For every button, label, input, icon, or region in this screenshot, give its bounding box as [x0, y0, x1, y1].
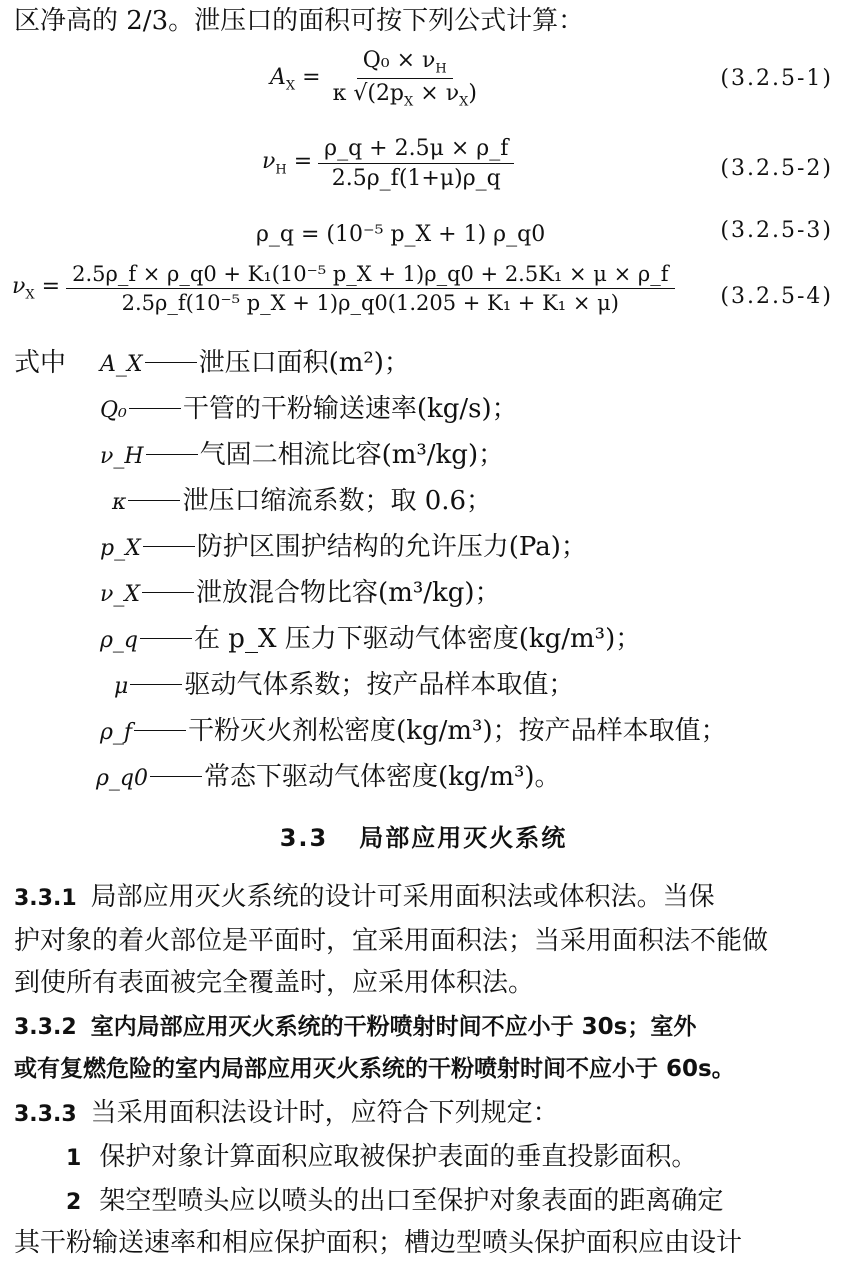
fraction	[318, 136, 514, 191]
definition-item: ρ_f 干粉灭火剂松密度(kg/m³)；按产品样本取值；	[100, 716, 727, 746]
em-dash	[145, 362, 197, 363]
fraction	[327, 48, 483, 110]
formula-3-2-5-3: ρ_q = (10⁻⁵ p_X + 1) ρ_q0	[256, 222, 546, 247]
em-dash	[146, 454, 198, 455]
section-heading: 3.3 局部应用灭火系统	[279, 824, 568, 852]
formula-number: (3.2.5-4)	[720, 284, 833, 309]
clause-text-line: 到使所有表面被完全覆盖时，应采用体积法。	[14, 968, 535, 998]
definition-item: A_X 泄压口面积(m²)；	[100, 348, 410, 378]
definition-item: μ 驱动气体系数；按产品样本取值；	[114, 670, 575, 700]
definition-item: Q₀ 干管的干粉输送速率(kg/s)；	[100, 394, 518, 424]
list-item-1: 1 保护对象计算面积应取被保护表面的垂直投影面积。	[66, 1142, 698, 1172]
where-label: 式中	[14, 348, 67, 378]
formula-lhs: $\nu_X$ =	[12, 274, 61, 303]
formula-3-2-5-4	[12, 262, 675, 315]
em-dash	[128, 500, 180, 501]
denominator: 2.5ρ_f(1+μ)ρ_q	[331, 166, 501, 191]
formula-number: (3.2.5-3)	[720, 218, 833, 243]
intro-line: 区净高的 2/3。泄压口的面积可按下列公式计算：	[14, 6, 585, 36]
formula-lhs: $\nu_H$ =	[262, 149, 313, 178]
clause-text-line: 其干粉输送速率和相应保护面积；槽边型喷头保护面积应由设计	[14, 1228, 743, 1258]
definition-item: ρ_q0 常态下驱动气体密度(kg/m³)。	[96, 762, 561, 792]
clause-3-3-3: 3.3.3 当采用面积法设计时，应符合下列规定：	[14, 1098, 559, 1128]
formula-number: (3.2.5-1)	[720, 66, 833, 91]
em-dash	[134, 730, 186, 731]
list-item-2: 2 架空型喷头应以喷头的出口至保护对象表面的距离确定	[66, 1186, 724, 1216]
clause-text-line: 护对象的着火部位是平面时，宜采用面积法；当采用面积法不能做	[14, 926, 769, 956]
em-dash	[142, 592, 194, 593]
clause-3-3-2: 3.3.2 室内局部应用灭火系统的干粉喷射时间不应小于 30s；室外	[14, 1014, 697, 1040]
fraction	[66, 262, 674, 315]
denominator: κ $√(2p_X \times \nu_X)$	[332, 81, 477, 110]
formula-3-2-5-2	[262, 136, 514, 191]
formula-3-2-5-1	[270, 48, 483, 110]
em-dash	[140, 638, 192, 639]
em-dash	[129, 408, 181, 409]
formula-number: (3.2.5-2)	[720, 156, 833, 181]
definition-item: κ 泄压口缩流系数；取 0.6；	[112, 486, 493, 516]
em-dash	[130, 684, 182, 685]
em-dash	[150, 776, 202, 777]
denominator: 2.5ρ_f(10⁻⁵ p_X + 1)ρ_q0(1.205 + K₁ + K₁ × μ)	[121, 291, 619, 315]
definition-item: ν_H 气固二相流比容(m³/kg)；	[100, 440, 505, 470]
definition-item: ν_X 泄放混合物比容(m³/kg)；	[100, 578, 501, 608]
clause-3-3-1: 3.3.1 局部应用灭火系统的设计可采用面积法或体积法。当保	[14, 882, 715, 912]
definition-item: ρ_q 在 p_X 压力下驱动气体密度(kg/m³)；	[100, 624, 642, 654]
definition-item: p_X 防护区围护结构的允许压力(Pa)；	[100, 532, 587, 562]
formula-lhs: $A_X$ =	[270, 64, 321, 94]
numerator: $Q_0 \times \nu_H$	[357, 48, 453, 79]
numerator: ρ_q + 2.5μ × ρ_f	[318, 136, 514, 164]
clause-text-line: 或有复燃危险的室内局部应用灭火系统的干粉喷射时间不应小于 60s。	[14, 1056, 735, 1082]
numerator: 2.5ρ_f × ρ_q0 + K₁(10⁻⁵ p_X + 1)ρ_q0 + 2.5K₁ × μ × ρ_f	[66, 262, 674, 289]
em-dash	[143, 546, 195, 547]
